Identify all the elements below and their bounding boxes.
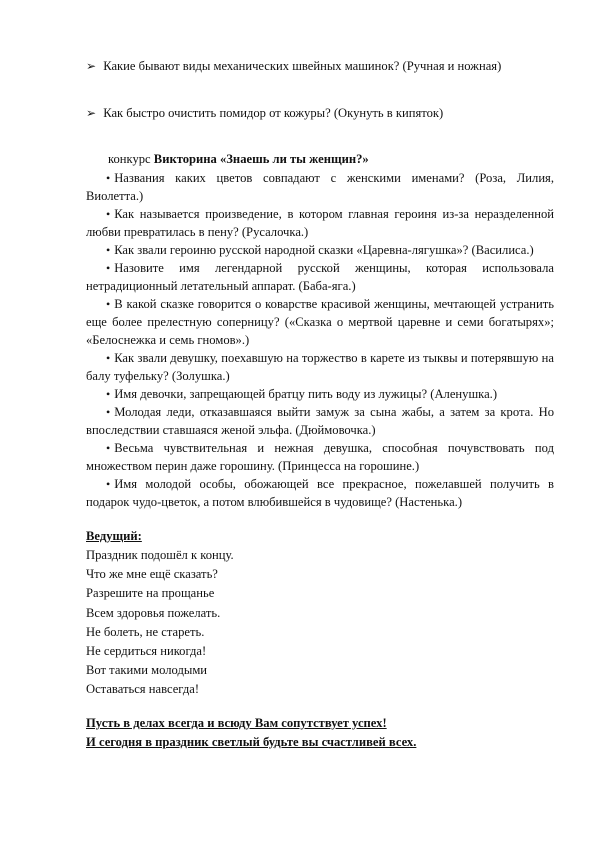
quiz-item-text: Как звали девушку, поехавшую на торжество в карете из тыквы и потерявшую на балу туфельку? (Золушка.) bbox=[86, 351, 554, 383]
quiz-item bbox=[86, 403, 554, 439]
poem-line: Разрешите на прощанье bbox=[86, 586, 215, 601]
question-paragraph bbox=[86, 57, 554, 75]
bullet-icon: • bbox=[106, 171, 111, 185]
question-paragraph bbox=[86, 104, 554, 122]
quiz-item bbox=[86, 295, 554, 349]
quiz-item bbox=[86, 169, 554, 205]
quiz-item-text: Названия каких цветов совпадают с женскими именами? (Роза, Лилия, Виолетта.) bbox=[86, 171, 554, 203]
arrow-bullet-icon: ➢ bbox=[86, 106, 97, 120]
quiz-item bbox=[86, 259, 554, 295]
poem-line: Не болеть, не стареть. bbox=[86, 624, 205, 639]
quiz-item-text: Как называется произведение, в котором главная героиня из-за неразделенной любви превратилась в пену? (Русалочка.) bbox=[86, 207, 554, 239]
poem-line: Праздник подошёл к концу. bbox=[86, 548, 234, 562]
bullet-icon: • bbox=[106, 441, 111, 455]
poem-line: Что же мне ещё сказать? bbox=[86, 567, 218, 582]
host-heading: Ведущий: bbox=[86, 529, 142, 543]
quiz-item bbox=[86, 241, 554, 259]
closing-wish bbox=[86, 714, 416, 752]
contest-heading bbox=[108, 150, 369, 168]
quiz-item bbox=[86, 475, 554, 511]
arrow-bullet-icon: ➢ bbox=[86, 59, 97, 73]
quiz-item-text: В какой сказке говорится о коварстве красивой женщины, мечтающей устранить еще более прелестную соперницу? («Сказка о мертвой царевне и семи богатырях»; «Белоснежка и семь гномов».) bbox=[86, 297, 554, 347]
wish-line: Пусть в делах всегда и всюду Вам сопутствует успех! bbox=[86, 716, 387, 730]
bullet-icon: • bbox=[106, 207, 111, 221]
poem-line: Вот такими молодыми bbox=[86, 663, 208, 678]
bullet-icon: • bbox=[106, 405, 111, 419]
quiz-item-text: Имя молодой особы, обожающей все прекрасное, пожелавшей получить в подарок чудо-цветок, а потом влюбившейся в чудовище? (Настенька.) bbox=[86, 477, 554, 509]
quiz-item-text: Назовите имя легендарной русской женщины, которая использовала нетрадиционный летательный аппарат. (Баба-яга.) bbox=[86, 261, 554, 293]
quiz-item-text: Как звали героиню русской народной сказки «Царевна-лягушка»? (Василиса.) bbox=[114, 243, 534, 257]
bullet-icon: • bbox=[106, 477, 111, 491]
question-text: Как быстро очистить помидор от кожуры? (Окунуть в кипяток) bbox=[103, 106, 444, 120]
quiz-item-text: Имя девочки, запрещающей братцу пить воду из лужицы? (Аленушка.) bbox=[114, 387, 498, 401]
quiz-item-text: Весьма чувствительная и нежная девушка, способная почувствовать под множеством перин даже горошину. (Принцесса на горошине.) bbox=[86, 441, 554, 473]
quiz-item bbox=[86, 385, 554, 403]
contest-title: Викторина «Знаешь ли ты женщин?» bbox=[153, 152, 369, 166]
quiz-list bbox=[86, 169, 554, 511]
poem-line: Оставаться навсегда! bbox=[86, 682, 200, 697]
bullet-icon: • bbox=[106, 297, 111, 311]
quiz-item bbox=[86, 439, 554, 475]
quiz-item-text: Молодая леди, отказавшаяся выйти замуж за сына жабы, а затем за крота. Но впоследствии ставшаяся женой эльфа. (Дюймовочка.) bbox=[86, 405, 554, 437]
quiz-item bbox=[86, 349, 554, 385]
bullet-icon: • bbox=[106, 243, 111, 257]
bullet-icon: • bbox=[106, 261, 111, 275]
question-text: Какие бывают виды механических швейных машинок? (Ручная и ножная) bbox=[103, 59, 502, 73]
poem-line: Не сердиться никогда! bbox=[86, 644, 207, 659]
closing-poem bbox=[86, 546, 234, 700]
poem-line: Всем здоровья пожелать. bbox=[86, 605, 221, 620]
contest-prefix: конкурс bbox=[108, 152, 154, 166]
bullet-icon: • bbox=[106, 351, 111, 365]
quiz-item bbox=[86, 205, 554, 241]
bullet-icon: • bbox=[106, 387, 111, 401]
wish-line: И сегодня в праздник светлый будьте вы счастливей всех. bbox=[86, 735, 417, 749]
